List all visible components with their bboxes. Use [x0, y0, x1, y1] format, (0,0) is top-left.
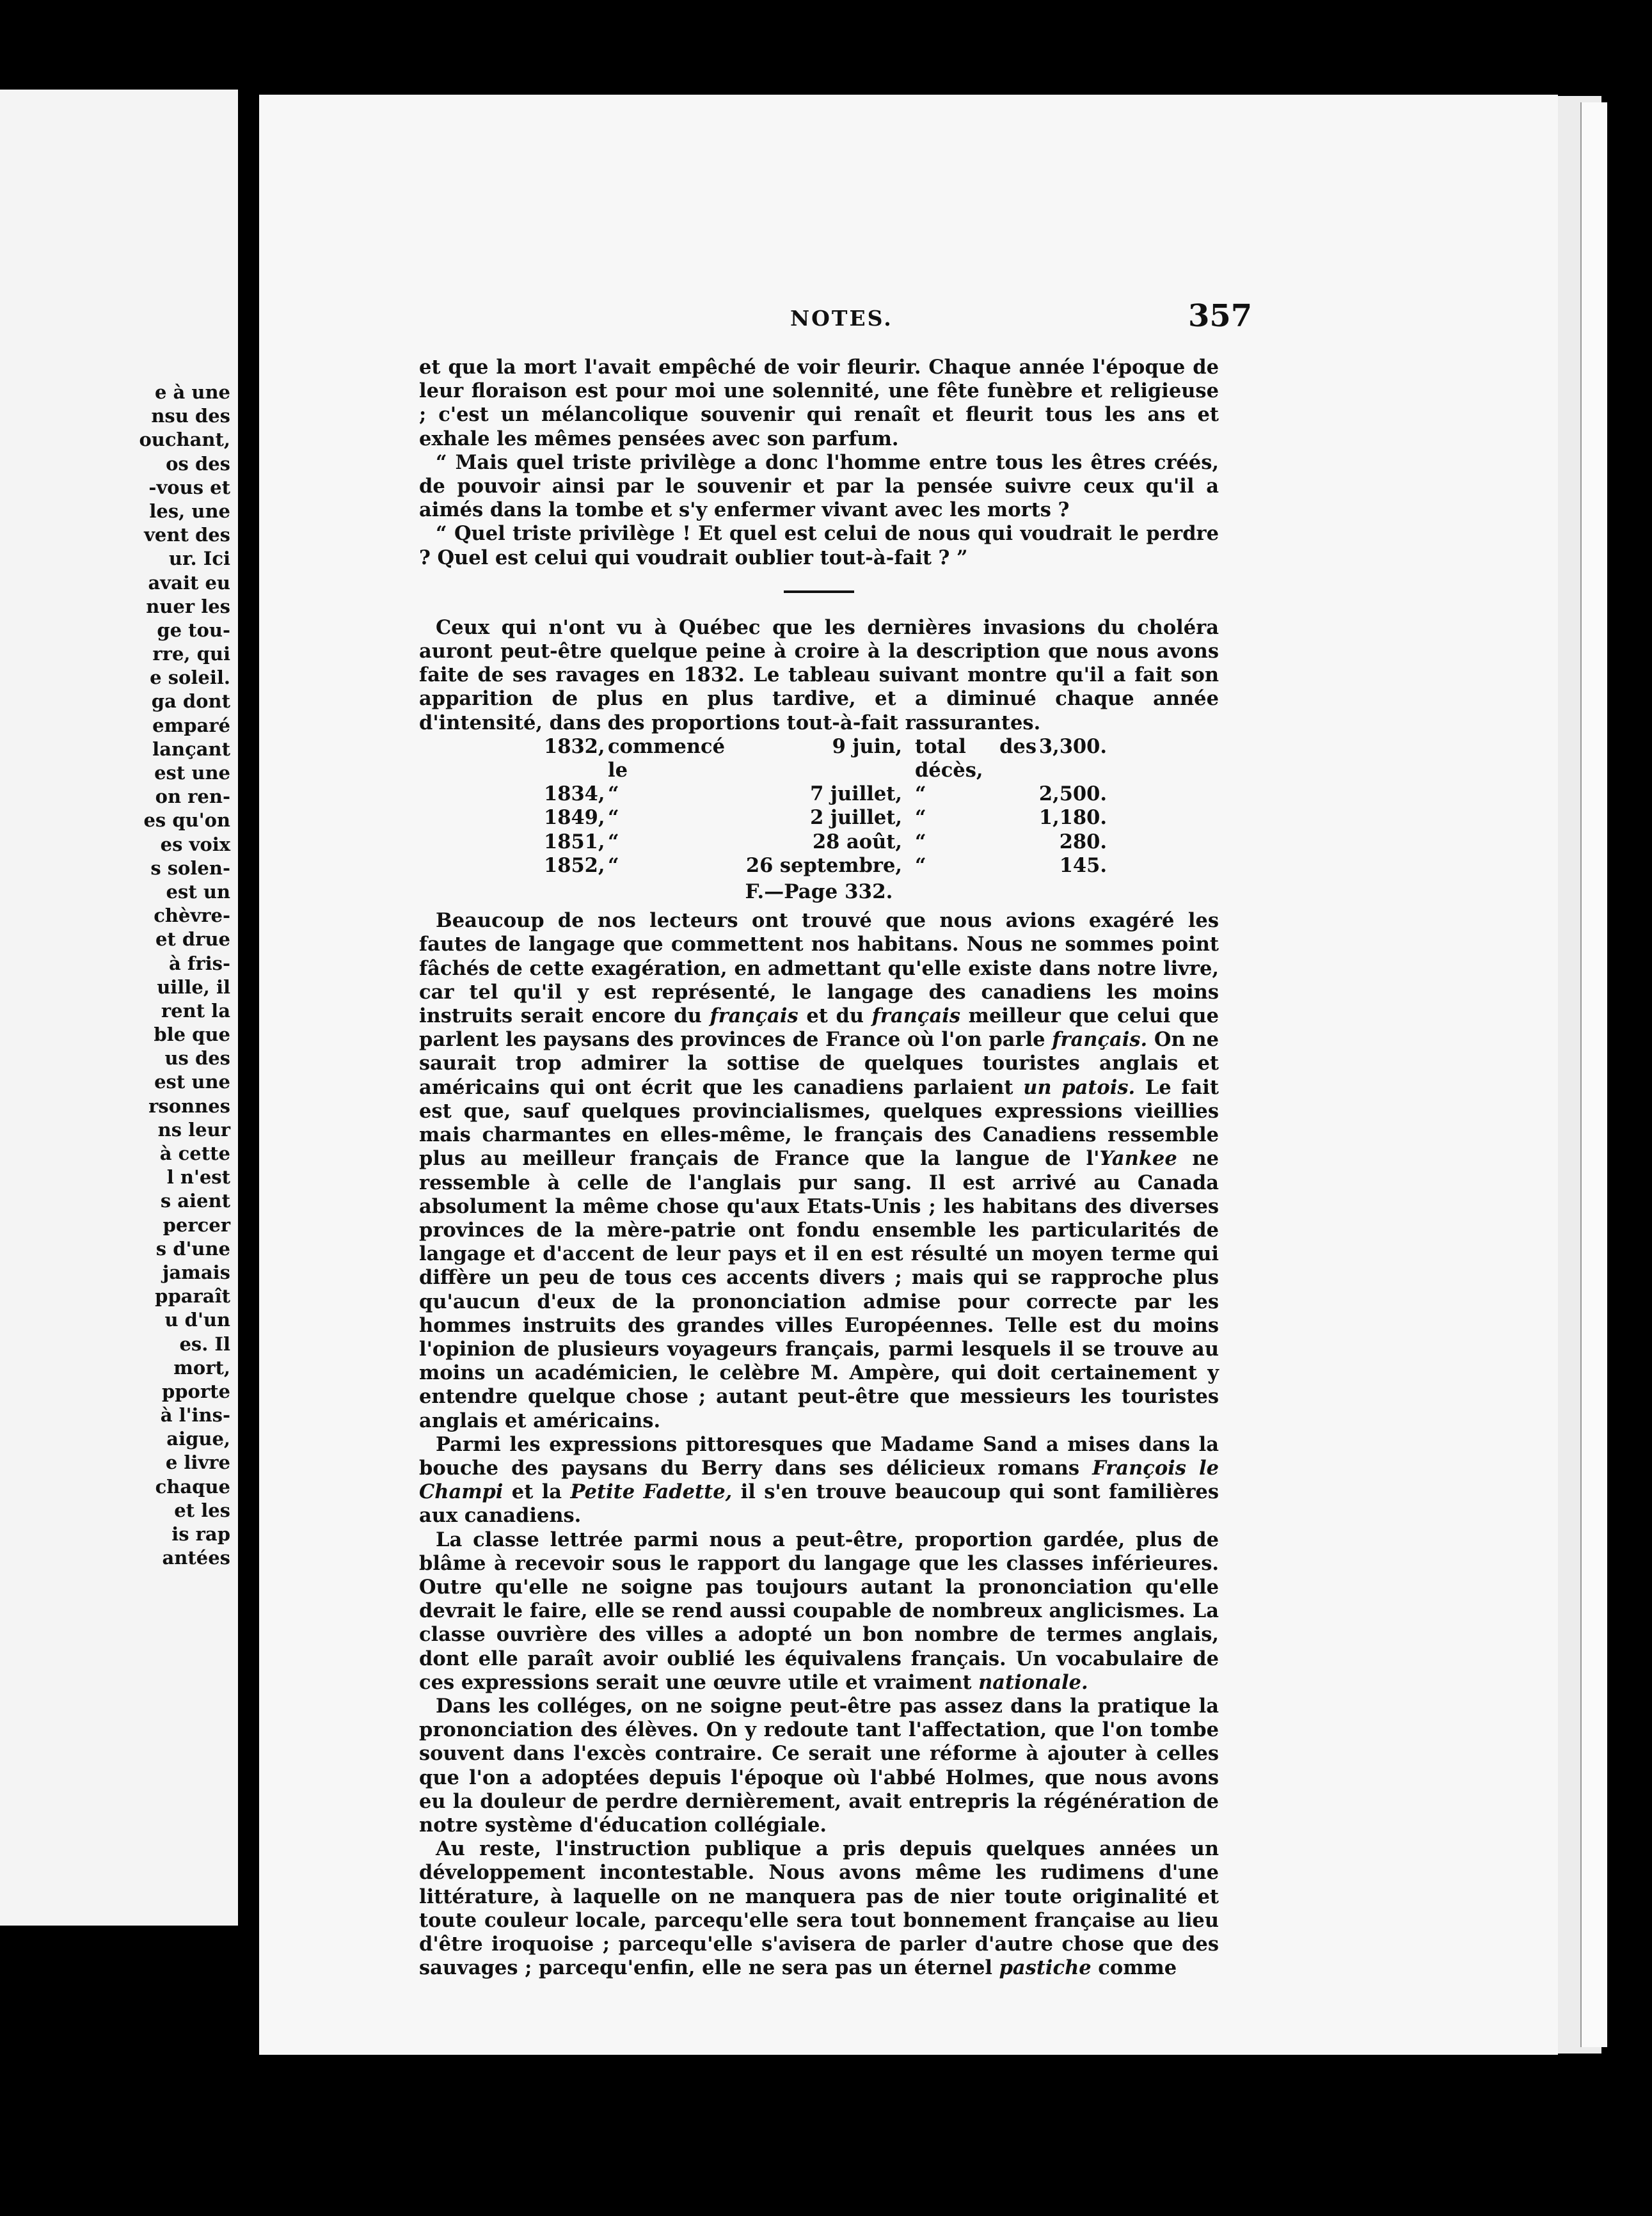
- book-page: [259, 95, 1558, 2055]
- left-page-text: [13, 381, 230, 1570]
- left-page-line: is rap: [171, 1523, 230, 1545]
- table-cell-deaths: 145.: [1059, 853, 1107, 877]
- left-page-line: e soleil.: [150, 667, 230, 689]
- left-page-line: ble que: [154, 1024, 230, 1046]
- left-page-line: u d'un: [164, 1309, 230, 1331]
- left-page-line: ur. Ici: [168, 548, 230, 570]
- table-row: [544, 830, 1107, 854]
- paragraph: Beaucoup de nos lecteurs ont trouvé que nous avions exagéré les fautes de langage que commettent nos habitans. Nous ne sommes point fâchés de cette exagération, en admettant qu'elle existe dans notre livre, car tel qu'il y est représenté, le langage des canadiens les moins instruits serait encore du français et du français meilleur que celui que parlent les paysans des provinces de France où l'on parle français. On ne saurait trop admirer la sottise de quelques touristes anglais et américains qui ont écrit que les canadiens parlaient un patois. Le fait est que, sauf quelques provincialismes, quelques expressions vieillies mais charmantes en elles-même, le français des Canadiens ressemble plus au meilleur français de France que la langue de l'Yankee ne ressemble à celle de l'anglais pur sang. Il est arrivé au Canada absolument la même chose qu'aux Etats-Unis ; les habitans des diverses provinces de la mère-patrie ont fondu ensemble les particularités de langage et d'accent de leur pays et il en est résulté un moyen terme qui diffère un peu de tous ces accents divers ; mais qui se rapproche plus qu'aucun d'eux de la prononciation admise pour correcte par les hommes instruits des grandes villes Européennes. Telle est du moins l'opinion de plusieurs voyageurs français, parmi lesquels il se trouve au moins un académicien, le celèbre M. Ampère, qui doit certainement y entendre quelque chose ; autant peut-être que messieurs les touristes anglais et américains.: [419, 909, 1219, 1432]
- left-page-line: vent des: [144, 524, 230, 546]
- paragraph: Au reste, l'instruction publique a pris depuis quelques années un développement incontestable. Nous avons même les rudimens d'une littérature, à laquelle on ne manquera pas de nier toute originalité et toute couleur locale, parcequ'elle sera tout bonnement française au lieu d'être iroquoise ; parcequ'elle s'avisera de parler d'autre chose que des sauvages ; parcequ'enfin, elle ne sera pas un éternel pastiche comme: [419, 1837, 1219, 1980]
- paragraph: et que la mort l'avait empêché de voir fleurir. Chaque année l'époque de leur floraison est pour moi une solennité, une fête funèbre et religieuse ; c'est un mélancolique souvenir qui renaît et fleurit tous les ans et exhale les mêmes pensées avec son parfum.: [419, 356, 1219, 450]
- table-cell-label2: “: [915, 830, 926, 853]
- left-page-line: et drue: [155, 928, 230, 951]
- left-page-line: s aient: [160, 1190, 230, 1212]
- left-page-line: ga dont: [151, 690, 230, 713]
- left-page-line: -vous et: [148, 476, 230, 498]
- paragraph: “ Quel triste privilège ! Et quel est celui de nous qui voudrait le perdre ? Quel est celui qui voudrait oublier tout-à-fait ? ”: [419, 522, 1219, 569]
- left-page-line: est un: [166, 880, 230, 903]
- table-cell-deaths: 3,300.: [1038, 734, 1107, 758]
- paragraph: Dans les colléges, on ne soigne peut-être pas assez dans la pratique la prononciation des élèves. On y redoute tant l'affectation, que l'on tombe souvent dans l'excès contraire. Ce serait une réforme à ajouter à celles que l'on a adoptées depuis l'époque où l'abbé Holmes, que nous avons eu la douleur de perdre dernièrement, avait entrepris la régénération de notre système d'éducation collégiale.: [419, 1694, 1219, 1837]
- table-row: [544, 782, 1107, 806]
- paragraph: “ Mais quel triste privilège a donc l'homme entre tous les êtres créés, de pouvoir ainsi par le souvenir et par la pensée suivre ceux qu'il a aimés dans la tombe et s'y enfermer vivant avec les morts ?: [419, 450, 1219, 522]
- table-row: [544, 735, 1107, 782]
- left-page-line: lançant: [152, 738, 230, 760]
- paragraph: La classe lettrée parmi nous a peut-être, proportion gardée, plus de blâme à recevoir sous le rapport du langage que les classes inférieures. Outre qu'elle ne soigne pas toujours autant la prononciation qu'elle devrait le faire, elle se rend aussi coupable de nombreux anglicismes. La classe ouvrière des villes a adopté un bon nombre de termes anglais, dont elle paraît avoir oublié les équivalens français. Un vocabulaire de ces expressions serait une œuvre utile et vraiment nationale.: [419, 1528, 1219, 1694]
- table-cell-label: “: [608, 830, 619, 853]
- paragraph: Ceux qui n'ont vu à Québec que les dernières invasions du choléra auront peut-être quelque peine à croire à la description que nous avons faite de ses ravages en 1832. Le tableau suivant montre qu'il a fait son apparition de plus en plus tardive, et a diminué chaque année d'intensité, dans des proportions tout-à-fait rassurantes.: [419, 615, 1219, 734]
- table-cell-label: “: [608, 806, 619, 830]
- left-page-line: aigue,: [166, 1428, 230, 1450]
- page-stack-edge-inner: [1580, 102, 1607, 2047]
- left-page-line: à cette: [159, 1143, 230, 1164]
- left-facing-page: [0, 90, 238, 1926]
- left-page-line: rent la: [161, 999, 230, 1022]
- table-cell-label: “: [608, 853, 619, 877]
- left-page-line: les, une: [149, 500, 230, 522]
- left-page-line: ge tou-: [157, 619, 230, 641]
- table-cell-label: commencé le: [608, 734, 726, 782]
- left-page-line: s d'une: [155, 1237, 230, 1260]
- table-cell-date: 9 juin,: [832, 734, 902, 758]
- left-page-line: e livre: [165, 1452, 230, 1474]
- left-page-line: mort,: [173, 1356, 230, 1379]
- left-page-line: l n'est: [166, 1166, 230, 1189]
- left-page-line: os des: [166, 452, 230, 475]
- left-page-line: pparaît: [155, 1285, 230, 1308]
- table-cell-label2: “: [915, 853, 926, 877]
- left-page-line: us des: [164, 1047, 230, 1070]
- left-page-line: avait eu: [148, 571, 230, 594]
- table-cell-date: 26 septembre,: [745, 853, 902, 877]
- left-page-line: pporte: [161, 1380, 230, 1402]
- table-cell-year: 1851,: [544, 830, 605, 853]
- left-page-line: e à une: [154, 381, 230, 403]
- left-page-line: ouchant,: [139, 429, 230, 451]
- left-page-line: rre, qui: [152, 643, 230, 665]
- paragraph: Parmi les expressions pittoresques que Madame Sand a mises dans la bouche des paysans du Berry dans ses délicieux romans François le Champi et la Petite Fadette, il s'en trouve beaucoup qui sont familières aux canadiens.: [419, 1432, 1219, 1528]
- page-header: [259, 298, 1558, 336]
- left-page-line: nsu des: [151, 405, 230, 427]
- left-page-line: ns leur: [157, 1118, 230, 1141]
- table-cell-deaths: 1,180.: [1038, 806, 1107, 830]
- cholera-table: [544, 735, 1107, 878]
- table-cell-label: “: [608, 782, 619, 806]
- left-page-line: on ren-: [155, 786, 230, 808]
- table-cell-year: 1834,: [544, 782, 605, 806]
- left-page-line: es. Il: [179, 1333, 230, 1355]
- page-number: 357: [1188, 298, 1253, 334]
- table-cell-date: 28 août,: [812, 830, 902, 853]
- left-page-line: rsonnes: [148, 1095, 230, 1117]
- left-page-line: s solen-: [150, 857, 230, 879]
- left-page-line: et les: [174, 1499, 230, 1521]
- left-page-line: à fris-: [168, 952, 230, 974]
- section-heading: F.—Page 332.: [745, 880, 893, 904]
- section-divider: [784, 590, 854, 593]
- left-page-line: est une: [154, 1071, 230, 1093]
- table-cell-year: 1849,: [544, 806, 605, 830]
- page-body: [419, 356, 1219, 1980]
- left-page-line: es qu'on: [143, 809, 230, 832]
- running-title: NOTES.: [790, 306, 893, 331]
- left-page-line: uille, il: [157, 976, 230, 998]
- left-page-line: es voix: [160, 833, 230, 855]
- table-cell-date: 2 juillet,: [810, 806, 902, 830]
- left-page-line: jamais: [162, 1261, 230, 1283]
- table-row: [544, 854, 1107, 878]
- left-page-line: percer: [163, 1214, 230, 1236]
- left-page-line: emparé: [152, 714, 230, 736]
- left-page-line: à l'ins-: [160, 1404, 230, 1427]
- table-cell-date: 7 juillet,: [810, 782, 902, 806]
- table-row: [544, 806, 1107, 830]
- table-cell-label2: “: [915, 782, 926, 806]
- table-cell-deaths: 280.: [1059, 830, 1107, 853]
- table-cell-year: 1852,: [544, 853, 605, 877]
- table-cell-year: 1832,: [544, 734, 605, 758]
- table-cell-deaths: 2,500.: [1038, 782, 1107, 806]
- left-page-line: chèvre-: [154, 905, 230, 927]
- table-cell-label2: “: [915, 806, 926, 830]
- table-cell-label2: total des décès,: [915, 734, 1036, 782]
- left-page-line: est une: [154, 762, 230, 784]
- left-page-line: chaque: [155, 1475, 230, 1498]
- left-page-line: nuer les: [146, 595, 230, 617]
- left-page-line: antées: [162, 1547, 230, 1569]
